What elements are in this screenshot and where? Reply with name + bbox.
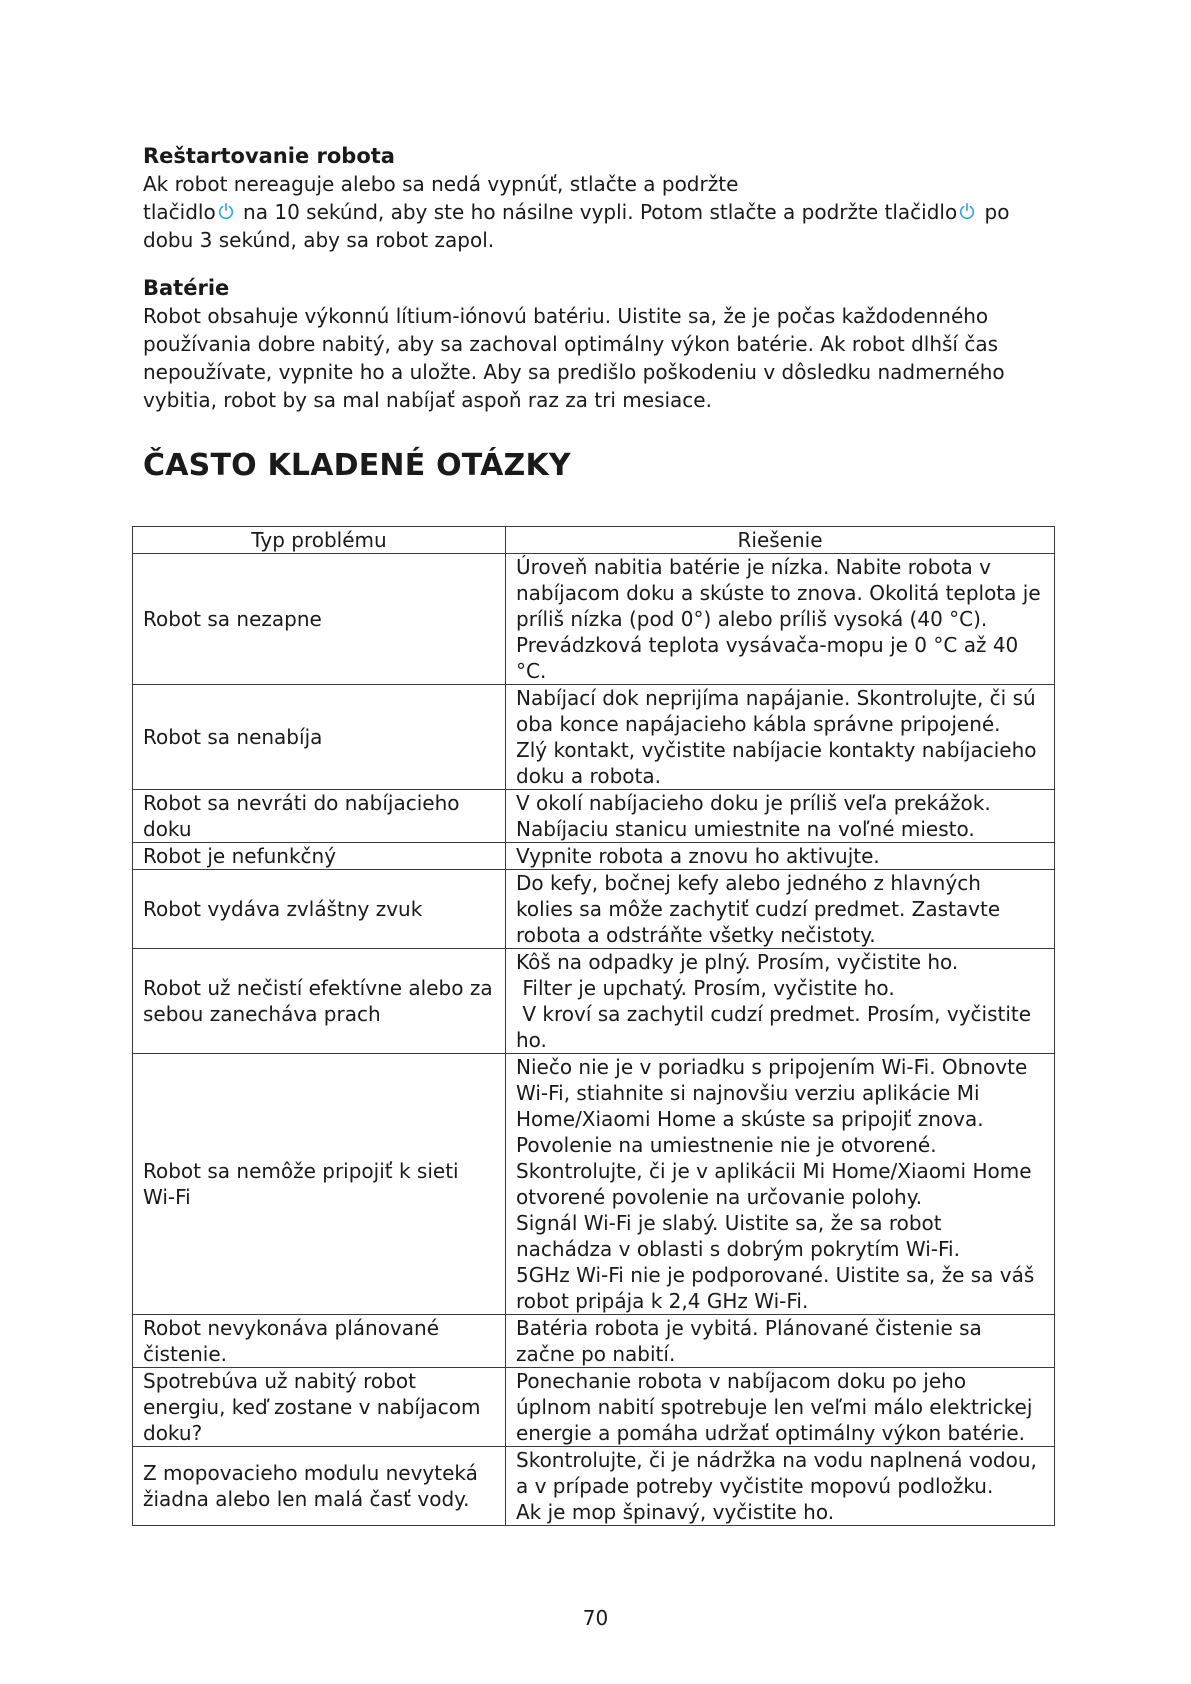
table-row bbox=[133, 1054, 1055, 1315]
restart-part-a: tlačidlo bbox=[143, 200, 216, 224]
table-row bbox=[133, 554, 1055, 685]
solution-line: Niečo nie je v poriadku s pripojením Wi-Fi. Obnovte Wi-Fi, stiahnite si najnovšiu verziu aplikácie Mi Home/Xiaomi Home a skúste sa pripojiť znova. bbox=[516, 1055, 1034, 1131]
problem-cell: Spotrebúva už nabitý robot energiu, keď zostane v nabíjacom doku? bbox=[133, 1368, 506, 1447]
solution-line: Skontrolujte, či je nádržka na vodu naplnená vodou, a v prípade potreby vyčistite mopovú podložku. bbox=[516, 1448, 1044, 1498]
power-icon bbox=[217, 202, 235, 220]
table-row bbox=[133, 949, 1055, 1054]
battery-heading: Batérie bbox=[143, 276, 230, 300]
table-row bbox=[133, 1368, 1055, 1447]
problem-cell: Robot už nečistí efektívne alebo za sebou zanecháva prach bbox=[133, 949, 506, 1054]
problem-cell: Robot je nefunkčný bbox=[133, 843, 506, 870]
solution-line: Vypnite robota a znovu ho aktivujte. bbox=[516, 844, 880, 868]
solution-cell bbox=[506, 685, 1055, 790]
solution-line: Zlý kontakt, vyčistite nabíjacie kontakty nabíjacieho doku a robota. bbox=[516, 738, 1043, 788]
solution-cell bbox=[506, 1054, 1055, 1315]
solution-cell bbox=[506, 843, 1055, 870]
solution-line: Nabíjací dok neprijíma napájanie. Skontrolujte, či sú oba konce napájacieho kábla správne pripojené. bbox=[516, 686, 1043, 736]
problem-cell: Robot vydáva zvláštny zvuk bbox=[133, 870, 506, 949]
solution-line: Kôš na odpadky je plný. Prosím, vyčistite ho. bbox=[516, 950, 959, 974]
table-row bbox=[133, 685, 1055, 790]
header-solution: Riešenie bbox=[506, 527, 1055, 554]
faq-body bbox=[133, 554, 1055, 1526]
solution-cell bbox=[506, 870, 1055, 949]
solution-line: Povolenie na umiestnenie nie je otvorené. Skontrolujte, či je v aplikácii Mi Home/Xiaomi Home otvorené povolenie na určovanie polohy. bbox=[516, 1133, 1038, 1209]
restart-line1: Ak robot nereaguje alebo sa nedá vypnúť, stlačte a podržte bbox=[143, 172, 739, 196]
faq-heading: ČASTO KLADENÉ OTÁZKY bbox=[143, 448, 571, 483]
problem-cell: Robot sa nenabíja bbox=[133, 685, 506, 790]
table-row bbox=[133, 843, 1055, 870]
header-problem: Typ problému bbox=[133, 527, 506, 554]
solution-cell bbox=[506, 1368, 1055, 1447]
solution-line: V okolí nabíjacieho doku je príliš veľa prekážok. Nabíjaciu stanicu umiestnite na voľné miesto. bbox=[516, 791, 998, 841]
solution-line: Filter je upchatý. Prosím, vyčistite ho. bbox=[516, 976, 895, 1000]
restart-part-c: po dobu 3 sekúnd, aby sa robot zapol. bbox=[143, 200, 1010, 252]
solution-cell bbox=[506, 949, 1055, 1054]
solution-cell bbox=[506, 554, 1055, 685]
table-row bbox=[133, 1447, 1055, 1526]
solution-line: Ponechanie robota v nabíjacom doku po jeho úplnom nabití spotrebuje len veľmi málo elektrickej energie a pomáha udržať optimálny výkon batérie. bbox=[516, 1369, 1039, 1445]
problem-cell: Robot sa nemôže pripojiť k sieti Wi-Fi bbox=[133, 1054, 506, 1315]
solution-line: Batéria robota je vybitá. Plánované čistenie sa začne po nabití. bbox=[516, 1316, 989, 1366]
solution-cell bbox=[506, 790, 1055, 843]
solution-line: Do kefy, bočnej kefy alebo jedného z hlavných kolies sa môže zachytiť cudzí predmet. Zastavte robota a odstráňte všetky nečistoty. bbox=[516, 871, 1007, 947]
restart-paragraph bbox=[143, 170, 1053, 254]
problem-cell: Robot sa nevráti do nabíjacieho doku bbox=[133, 790, 506, 843]
page-number: 70 bbox=[582, 1606, 609, 1630]
solution-line: 5GHz Wi-Fi nie je podporované. Uistite sa, že sa váš robot pripája k 2,4 GHz Wi-Fi. bbox=[516, 1263, 1041, 1313]
power-icon bbox=[958, 202, 976, 220]
faq-header-row bbox=[133, 527, 1055, 554]
solution-line: Signál Wi-Fi je slabý. Uistite sa, že sa robot nachádza v oblasti s dobrým pokrytím Wi-Fi. bbox=[516, 1211, 960, 1261]
table-row bbox=[133, 870, 1055, 949]
content-area bbox=[143, 142, 1053, 484]
problem-cell: Z mopovacieho modulu nevyteká žiadna alebo len malá časť vody. bbox=[133, 1447, 506, 1526]
solution-line: Ak je mop špinavý, vyčistite ho. bbox=[516, 1500, 835, 1524]
problem-cell: Robot sa nezapne bbox=[133, 554, 506, 685]
restart-part-b: na 10 sekúnd, aby ste ho násilne vypli. Potom stlačte a podržte tlačidlo bbox=[236, 200, 958, 224]
battery-paragraph: Robot obsahuje výkonnú lítium-iónovú batériu. Uistite sa, že je počas každodenného používania dobre nabitý, aby sa zachoval optimálny výkon batérie. Ak robot dlhší čas nepoužívate, vypnite ho a uložte. Aby sa predišlo poškodeniu v dôsledku nadmerného vybitia, robot by sa mal nabíjať aspoň raz za tri mesiace. bbox=[143, 304, 1005, 412]
solution-cell bbox=[506, 1447, 1055, 1526]
table-row bbox=[133, 790, 1055, 843]
faq-table bbox=[132, 526, 1055, 1526]
solution-line: V kroví sa zachytil cudzí predmet. Prosím, vyčistite ho. bbox=[516, 1002, 1038, 1052]
restart-heading: Reštartovanie robota bbox=[143, 144, 395, 168]
problem-cell: Robot nevykonáva plánované čistenie. bbox=[133, 1315, 506, 1368]
solution-cell bbox=[506, 1315, 1055, 1368]
table-row bbox=[133, 1315, 1055, 1368]
solution-line: Úroveň nabitia batérie je nízka. Nabite robota v nabíjacom doku a skúste to znova. Okolitá teplota je príliš nízka (pod 0°) alebo príliš vysoká (40 °C). Prevádzková teplota vysávača-mopu je 0 °C až 40 °C. bbox=[516, 555, 1047, 683]
